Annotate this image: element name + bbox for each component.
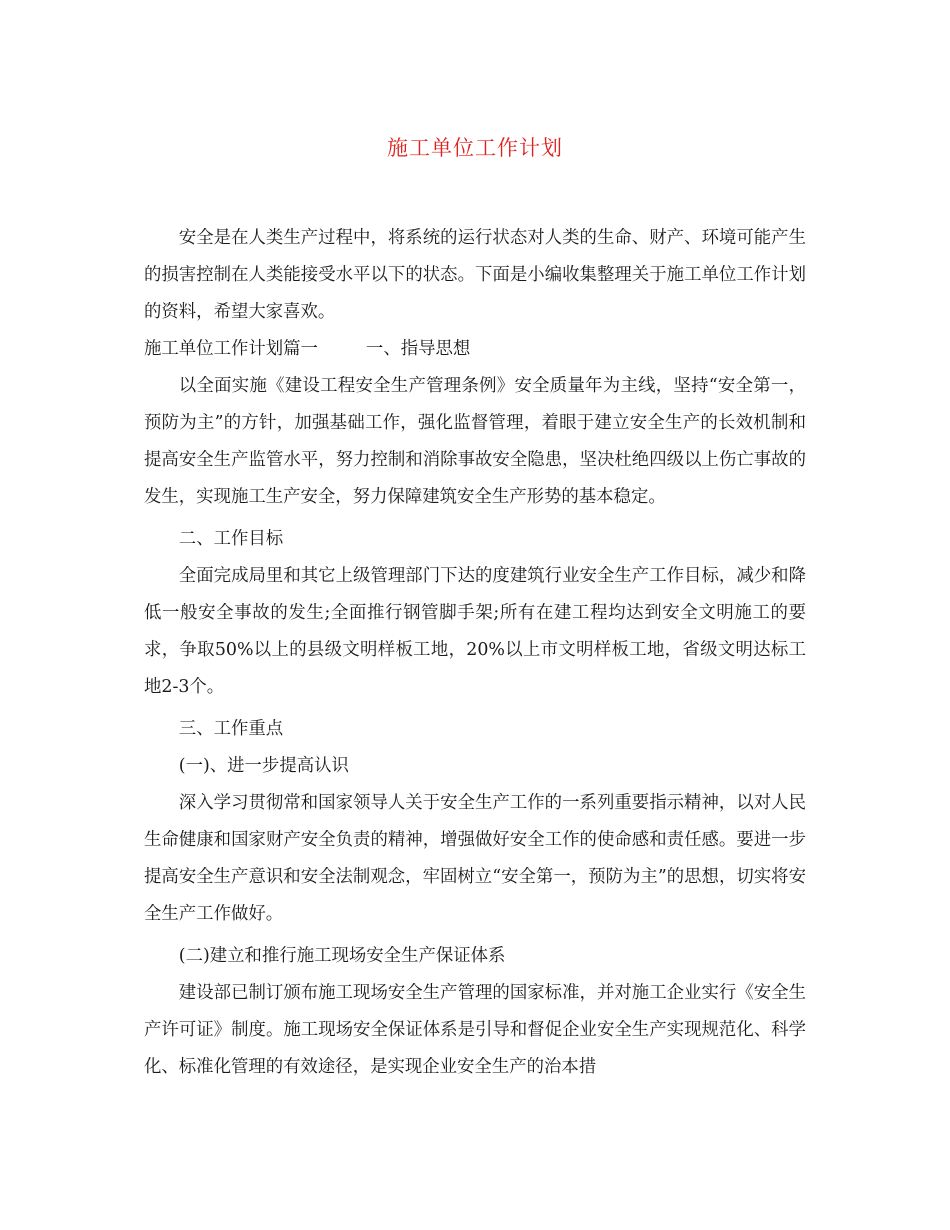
section3-heading: 三、工作重点 bbox=[178, 719, 284, 739]
subsection1-paragraph: 深入学习贯彻常和国家领导人关于安全生产工作的一系列重要指示精神，以对人民生命健康和国家财产安全负责的精神，增强做好安全工作的使命感和责任感。要进一步提高安全生产意识和安全法制观念，牢固树立“安全第一，预防为主”的思想，切实将安全生产工作做好。 bbox=[144, 793, 806, 924]
section2-paragraph: 全面完成局里和其它上级管理部门下达的度建筑行业安全生产工作目标，减少和降低一般安全事故的发生;全面推行钢管脚手架;所有在建工程均达到安全文明施工的要求，争取50%以上的县级文明样板工地，20%以上市文明样板工地，省级文明达标工地2-3个。 bbox=[144, 566, 806, 697]
subsection2-paragraph: 建设部已制订颁布施工现场安全生产管理的国家标准，并对施工企业实行《安全生产许可证》制度。施工现场安全保证体系是引导和督促企业安全生产实现规范化、科学化、标准化管理的有效途径，是实现企业安全生产的治本措 bbox=[144, 983, 806, 1077]
part-heading: 施工单位工作计划篇一 bbox=[144, 339, 318, 359]
part-heading-row bbox=[144, 331, 806, 368]
section1-paragraph: 以全面实施《建设工程安全生产管理条例》安全质量年为主线，坚持“安全第一，预防为主”的方针，加强基础工作，强化监督管理，着眼于建立安全生产的长效机制和提高安全生产监管水平，努力控制和消除事故安全隐患，坚决杜绝四级以上伤亡事故的发生，实现施工生产安全，努力保障建筑安全生产形势的基本稳定。 bbox=[144, 376, 806, 507]
subsection2-heading: (二)建立和推行施工现场安全生产保证体系 bbox=[178, 946, 506, 966]
section2-heading: 二、工作目标 bbox=[178, 529, 284, 549]
document-body bbox=[144, 220, 806, 1086]
intro-paragraph: 安全是在人类生产过程中，将系统的运行状态对人类的生命、财产、环境可能产生的损害控制在人类能接受水平以下的状态。下面是小编收集整理关于施工单位工作计划的资料，希望大家喜欢。 bbox=[144, 228, 806, 322]
section1-heading: 一、指导思想 bbox=[365, 339, 471, 359]
subsection1-heading: (一)、进一步提高认识 bbox=[178, 756, 349, 776]
document-title: 施工单位工作计划 bbox=[387, 136, 563, 160]
